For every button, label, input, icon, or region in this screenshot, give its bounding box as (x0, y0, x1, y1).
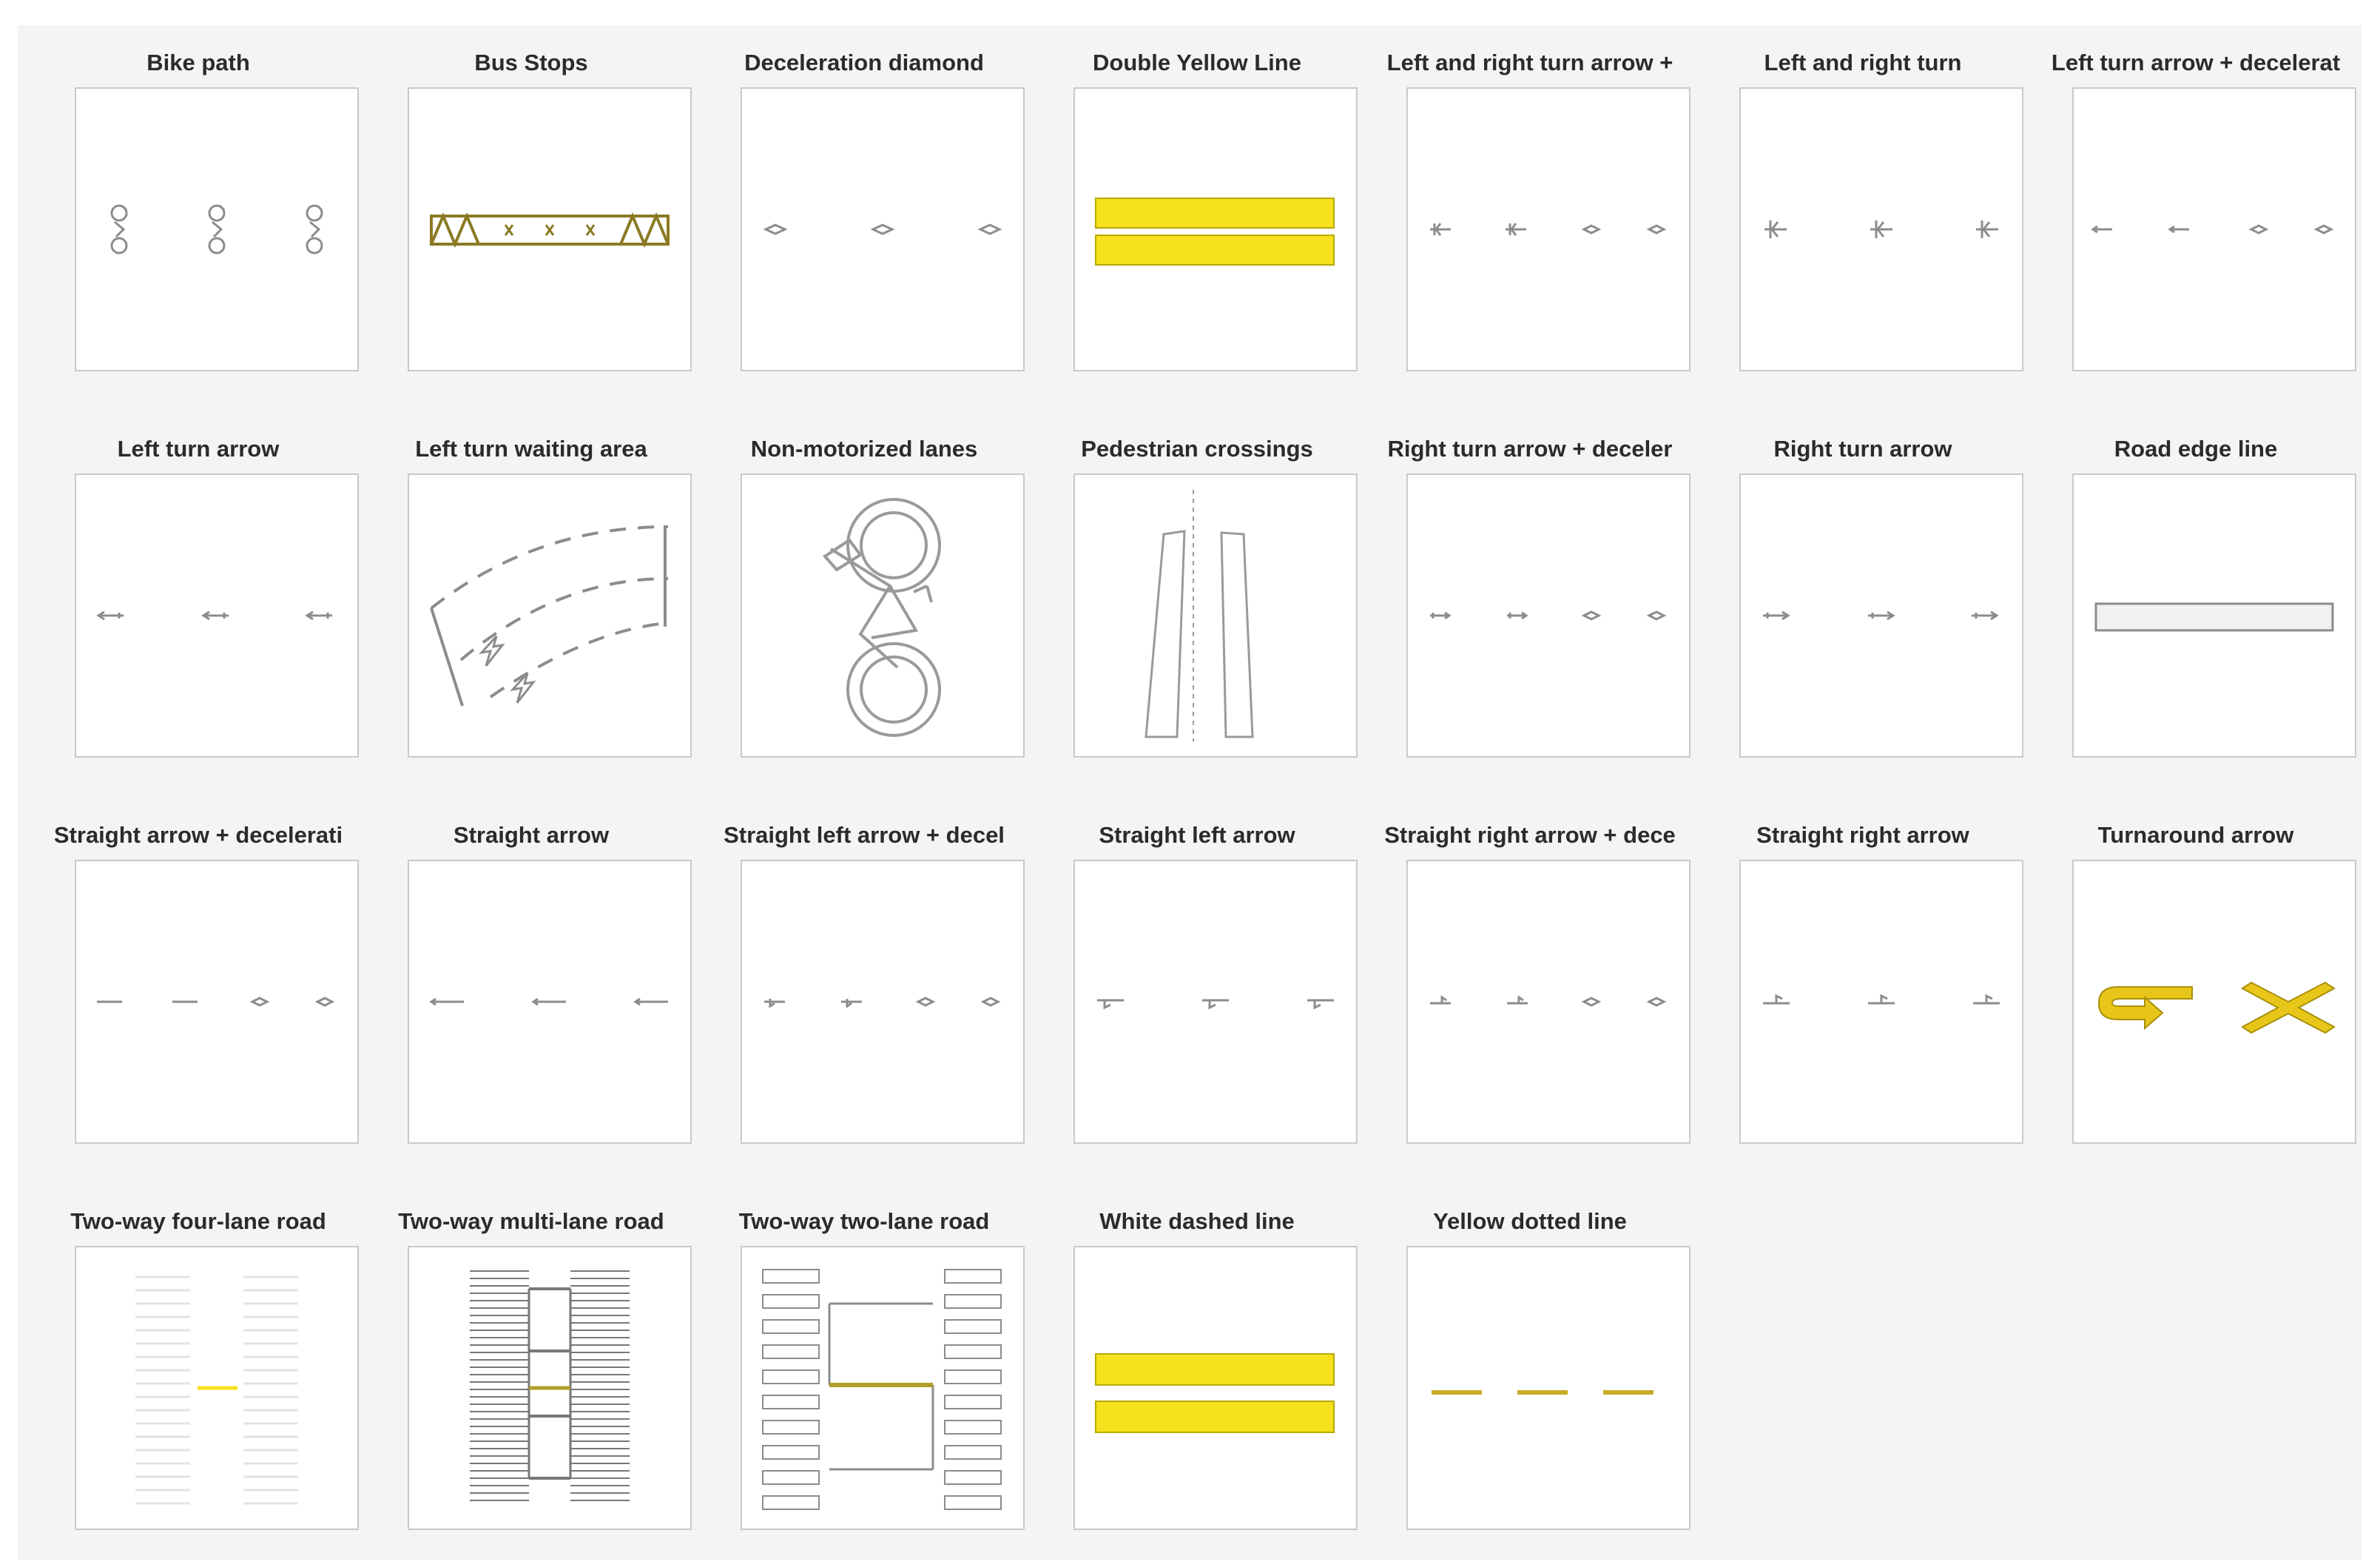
tile-label: Bus Stops (474, 50, 588, 75)
gallery-tile[interactable] (1034, 1184, 1360, 1561)
left-turn-decel-icon (2074, 89, 2355, 370)
thumbnail[interactable] (1406, 1246, 1690, 1530)
bike-path-icon (76, 89, 357, 370)
thumbnail[interactable] (75, 860, 359, 1144)
tile-label: Double Yellow Line (1093, 50, 1301, 75)
thumbnail[interactable] (2072, 87, 2356, 371)
tile-label: Straight right arrow (1756, 822, 1969, 848)
tile-label: Yellow dotted line (1433, 1208, 1627, 1234)
thumbnail[interactable] (408, 87, 692, 371)
bus-stop-icon (409, 89, 690, 370)
straight-left-arrow-icon (1075, 861, 1356, 1142)
thumbnail[interactable] (408, 1246, 692, 1530)
thumbnail[interactable] (741, 474, 1025, 758)
tile-label: Left turn arrow + decelerat (2051, 50, 2341, 75)
tile-label: Left and right turn arrow + (1386, 50, 1673, 75)
tile-label: Pedestrian crossings (1081, 436, 1313, 462)
right-turn-arrow-icon (1741, 475, 2022, 756)
right-turn-decel-icon (1408, 475, 1689, 756)
tile-label: Straight right arrow + dece (1384, 822, 1676, 848)
thumbnail[interactable] (741, 860, 1025, 1144)
tile-label: Straight left arrow (1099, 822, 1295, 848)
gallery-tile[interactable] (701, 798, 1027, 1175)
tile-label: Two-way four-lane road (70, 1208, 326, 1234)
thumbnail[interactable] (1739, 860, 2023, 1144)
thumbnail[interactable] (1739, 87, 2023, 371)
thumbnail[interactable] (2072, 860, 2356, 1144)
thumbnail[interactable] (1073, 474, 1358, 758)
thumbnail[interactable] (741, 1246, 1025, 1530)
gallery-tile[interactable] (368, 25, 694, 402)
tile-label: Straight arrow + decelerati (53, 822, 343, 848)
thumbnail[interactable] (1739, 474, 2023, 758)
thumbnail[interactable] (741, 87, 1025, 371)
gallery-tile[interactable] (36, 1184, 361, 1561)
tile-label: Two-way two-lane road (738, 1208, 990, 1234)
yellow-dotted-line-icon (1408, 1247, 1689, 1529)
gallery-tile[interactable] (1034, 798, 1360, 1175)
tile-label: Two-way multi-lane road (398, 1208, 664, 1234)
gallery-tile[interactable] (2033, 25, 2359, 402)
left-turn-arrow-icon (76, 475, 357, 756)
thumbnail[interactable] (75, 474, 359, 758)
thumbnail[interactable] (408, 860, 692, 1144)
gallery-tile[interactable] (1700, 411, 2026, 789)
non-motorized-lane-icon (742, 475, 1023, 756)
tile-label: Left and right turn (1764, 50, 1962, 75)
tile-label: Non-motorized lanes (750, 436, 978, 462)
deceleration-diamond-icon (742, 89, 1023, 370)
straight-left-decel-icon (742, 861, 1023, 1142)
gallery-tile[interactable] (1367, 411, 1693, 789)
gallery-tile[interactable] (36, 411, 361, 789)
thumbnail[interactable] (1406, 87, 1690, 371)
tile-label: Turnaround arrow (2097, 822, 2294, 848)
gallery-tile[interactable] (1367, 798, 1693, 1175)
gallery-tile[interactable] (1367, 1184, 1693, 1561)
gallery-tile[interactable] (701, 411, 1027, 789)
thumbnail[interactable] (1406, 860, 1690, 1144)
two-way-four-lane-icon (76, 1247, 357, 1529)
thumbnail[interactable] (2072, 474, 2356, 758)
tile-label: Deceleration diamond (744, 50, 984, 75)
white-dashed-line-icon (1075, 1247, 1356, 1529)
gallery-tile[interactable] (2033, 798, 2359, 1175)
thumbnail[interactable] (1073, 87, 1358, 371)
double-yellow-line-icon (1075, 89, 1356, 370)
gallery-tile[interactable] (701, 25, 1027, 402)
gallery-tile[interactable] (36, 25, 361, 402)
tile-label: Right turn arrow (1773, 436, 1952, 462)
left-right-turn-icon (1741, 89, 2022, 370)
gallery-tile[interactable] (36, 798, 361, 1175)
thumbnail[interactable] (1073, 860, 1358, 1144)
thumbnail[interactable] (75, 1246, 359, 1530)
left-turn-waiting-area-icon (409, 475, 690, 756)
pedestrian-crossing-icon (1075, 475, 1356, 756)
gallery-tile[interactable] (1700, 798, 2026, 1175)
gallery-tile[interactable] (1367, 25, 1693, 402)
thumbnail[interactable] (1406, 474, 1690, 758)
gallery-tile[interactable] (368, 411, 694, 789)
gallery-tile[interactable] (1034, 411, 1360, 789)
gallery-tile[interactable] (1034, 25, 1360, 402)
two-way-two-lane-icon (742, 1247, 1023, 1529)
tile-label: Left turn arrow (117, 436, 280, 462)
left-right-turn-decel-icon (1408, 89, 1689, 370)
gallery-tile[interactable] (368, 1184, 694, 1561)
gallery-tile[interactable] (2033, 411, 2359, 789)
tile-label: Bike path (146, 50, 250, 75)
gallery-tile[interactable] (368, 798, 694, 1175)
tile-label: White dashed line (1099, 1208, 1295, 1234)
straight-arrow-icon (409, 861, 690, 1142)
gallery-tile[interactable] (701, 1184, 1027, 1561)
gallery-tile[interactable] (1700, 25, 2026, 402)
road-edge-line-icon (2074, 475, 2355, 756)
straight-right-decel-icon (1408, 861, 1689, 1142)
tile-label: Road edge line (2114, 436, 2278, 462)
tile-label: Straight left arrow + decel (724, 822, 1005, 848)
thumbnail[interactable] (1073, 1246, 1358, 1530)
tile-label: Right turn arrow + deceler (1387, 436, 1673, 462)
thumbnail[interactable] (408, 474, 692, 758)
straight-decel-icon (76, 861, 357, 1142)
straight-right-arrow-icon (1741, 861, 2022, 1142)
two-way-multi-lane-icon (409, 1247, 690, 1529)
thumbnail[interactable] (75, 87, 359, 371)
tile-label: Left turn waiting area (415, 436, 647, 462)
tile-label: Straight arrow (453, 822, 610, 848)
turnaround-arrow-icon (2074, 861, 2355, 1142)
